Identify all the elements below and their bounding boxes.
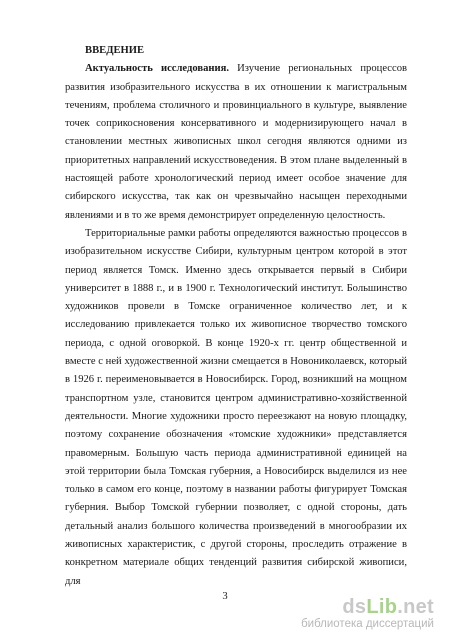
paragraph-territorial-scope: Территориальные рамки работы определяются важностью процессов в изобразительном искусстве Сибири, культурным центром которой в этот период является Томск. Именно здесь открывается первый в Сибири университет в 1888 г., и в 1900 г. Технологический институт. Большинство художников провели в Томске ограниченное количество лет, и к исследованию привлекается только их живописное творчество томского периода, с одной оговоркой. В конце 1920-х гг. центр общественной и вместе с ней художественной жизни смещается в Новониколаевск, который в 1926 г. переименовывается в Новосибирск. Город, возникший на мощном транспортном узле, становится центром административно-хозяйственной деятельности. Многие художники просто переезжают на новую площадку, поэтому сохранение обозначения «томские художники» представляется правомерным. Большую часть периода административной единицей на этой территории была Томская губерния, а Новосибирск выделился из нее только в самом его конце, поэтому в названии работы фигурирует Томская губерния. Выбор Томской губернии позволяет, с одной стороны, дать детальный анализ большого количества произведений в многообразии их живописных характеристик, с другой стороны, проследить отражение в конкретном материале общих тенденций развития сибирской живописи, для bbox=[65, 227, 407, 587]
logo-suffix: .net bbox=[397, 596, 434, 618]
document-body bbox=[65, 42, 407, 591]
page-number: 3 bbox=[222, 591, 228, 602]
paragraph-relevance bbox=[65, 60, 407, 225]
section-heading: ВВЕДЕНИЕ bbox=[85, 45, 145, 56]
logo-prefix: ds bbox=[342, 596, 367, 618]
logo-accent: Lib bbox=[366, 596, 398, 618]
paragraph-lead: Актуальность исследования. bbox=[85, 63, 229, 75]
watermark-tagline: библиотека диссертаций bbox=[301, 618, 434, 630]
dslib-logo bbox=[301, 597, 434, 618]
dslib-watermark bbox=[301, 597, 434, 631]
paragraph-text: Изучение региональных процессов развития изобразительного искусства в их отношении к магистральным течениям, проблема столичного и провинциального в культуре, выявление точек соприкосновения консервативного и модернизирующего начал в становлении местных живописных школ сегодня являются одними из приоритетных направлений искусствоведения. В этом плане выделенный в настоящей работе хронологический период имеет особое значение для сибирского искусства, так как он чрезвычайно насыщен переходными явлениями и в то же время демонстрирует определенную целостность. bbox=[65, 63, 407, 221]
